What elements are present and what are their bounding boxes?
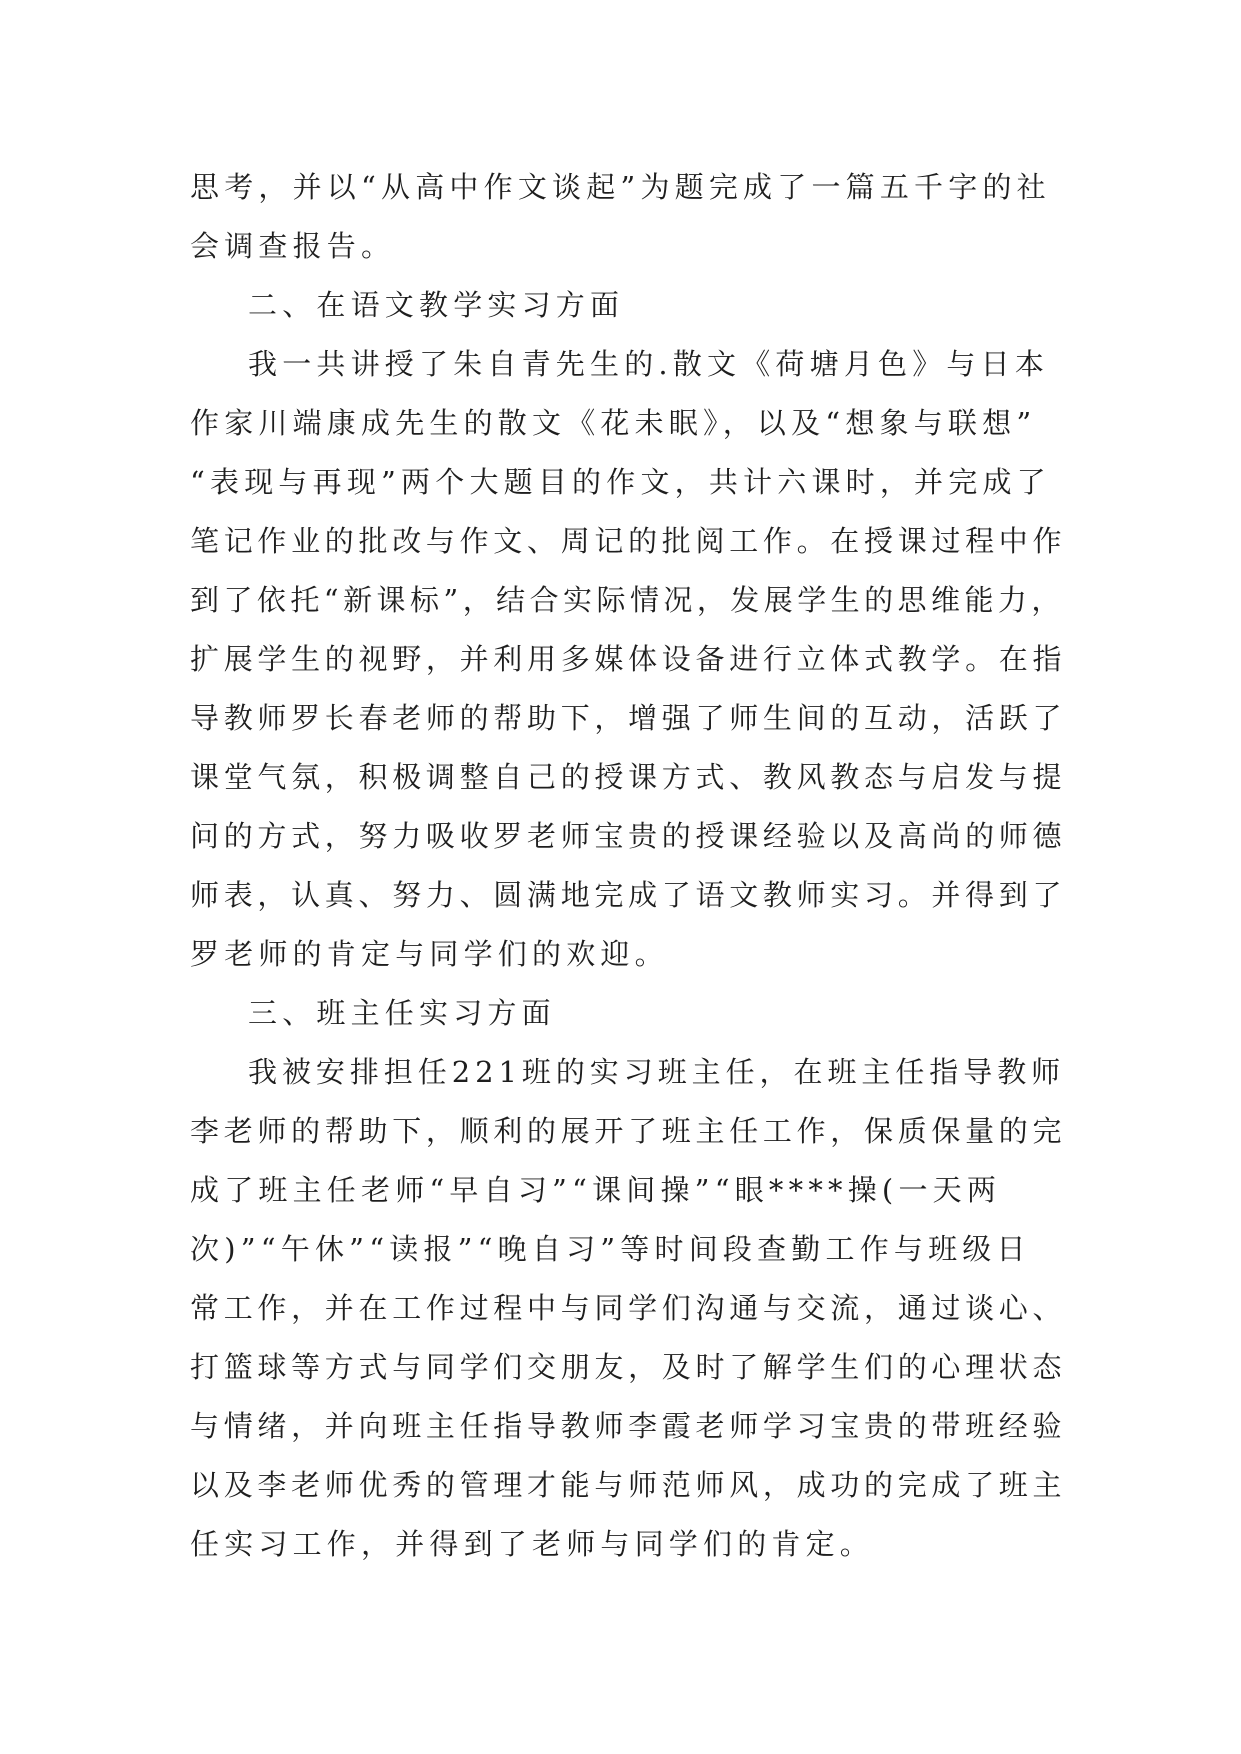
text-line: 师表，认真、努力、圆满地完成了语文教师实习。并得到了 (190, 878, 1067, 912)
text-line: 与情绪，并向班主任指导教师李霞老师学习宝贵的带班经验 (190, 1409, 1067, 1443)
paragraph-start-line: 我被安排担任221班的实习班主任，在班主任指导教师 (248, 1055, 1066, 1089)
text-line: 以及李老师优秀的管理才能与师范师风，成功的完成了班主 (190, 1468, 1067, 1502)
text-line: 次)”“午休”“读报”“晚自习”等时间段查勤工作与班级日 (190, 1232, 1031, 1266)
text-line: 打篮球等方式与同学们交朋友，及时了解学生们的心理状态 (190, 1350, 1067, 1384)
text-line: 笔记作业的批改与作文、周记的批阅工作。在授课过程中作 (190, 524, 1067, 558)
text-line: 罗老师的肯定与同学们的欢迎。 (190, 937, 669, 971)
paragraph-start-line: 我一共讲授了朱自青先生的.散文《荷塘月色》与日本 (248, 347, 1050, 381)
text-line: 李老师的帮助下，顺利的展开了班主任工作，保质保量的完 (190, 1114, 1067, 1148)
text-line: 扩展学生的视野，并利用多媒体设备进行立体式教学。在指 (190, 642, 1067, 676)
text-line: 到了依托“新课标”，结合实际情况，发展学生的思维能力， (190, 583, 1065, 617)
text-line: 任实习工作，并得到了老师与同学们的肯定。 (190, 1527, 875, 1561)
section-heading: 二、在语文教学实习方面 (248, 288, 625, 322)
text-line: 导教师罗长春老师的帮助下，增强了师生间的互动，活跃了 (190, 701, 1067, 735)
text-line: 课堂气氛，积极调整自己的授课方式、教风教态与启发与提 (190, 760, 1067, 794)
text-line: 会调查报告。 (190, 229, 396, 263)
body-text (190, 158, 1070, 1574)
text-line: “表现与再现”两个大题目的作文，共计六课时，并完成了 (190, 465, 1051, 499)
text-line: 成了班主任老师“早自习”“课间操”“眼****操(一天两 (190, 1173, 1002, 1207)
text-line: 问的方式，努力吸收罗老师宝贵的授课经验以及高尚的师德 (190, 819, 1067, 853)
section-heading: 三、班主任实习方面 (248, 996, 556, 1030)
text-line: 思考，并以“从高中作文谈起”为题完成了一篇五千字的社 (190, 170, 1051, 204)
text-line: 常工作，并在工作过程中与同学们沟通与交流，通过谈心、 (190, 1291, 1067, 1325)
text-line: 作家川端康成先生的散文《花未眠》，以及“想象与联想” (190, 406, 1037, 440)
